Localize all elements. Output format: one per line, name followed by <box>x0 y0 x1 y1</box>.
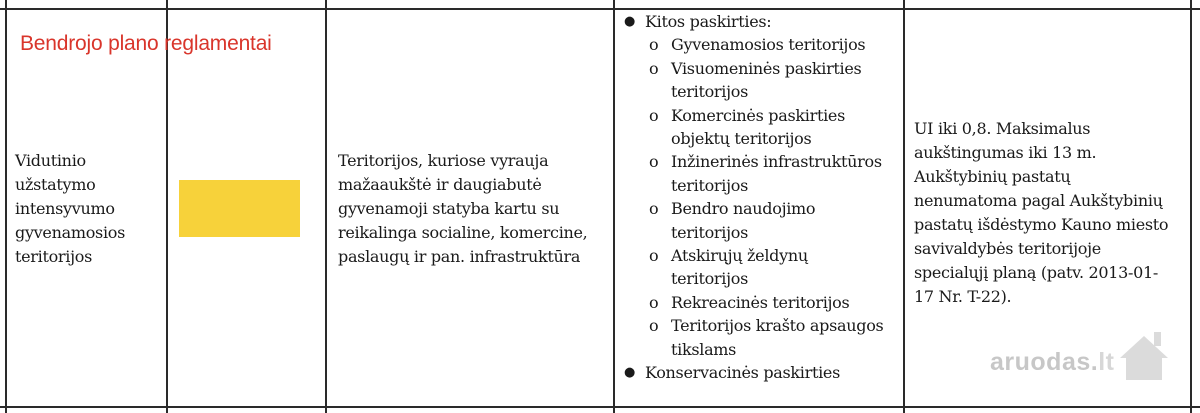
column-border <box>903 0 905 413</box>
use-item <box>623 57 883 104</box>
watermark-logo <box>990 348 1115 377</box>
sub-bullet-icon: o <box>649 199 659 219</box>
use-item <box>623 150 883 197</box>
notes-line: nenumatoma pagal Aukštybinių <box>914 191 1163 210</box>
sub-bullet-icon: o <box>649 316 659 336</box>
use-item <box>623 291 883 314</box>
use-item <box>623 244 883 291</box>
allowed-uses <box>623 10 883 385</box>
description-line: mažaaukštė ir daugiabutė <box>338 175 542 194</box>
notes-line: UI iki 0,8. Maksimalus <box>914 119 1091 138</box>
use-item-line: Bendro naudojimo <box>671 199 816 219</box>
use-item <box>623 197 883 244</box>
use-item-line: teritorijos <box>671 175 748 195</box>
use-item-line: teritorijos <box>671 269 748 289</box>
watermark-suffix: lt <box>1098 348 1115 376</box>
use-group-title: Konservacinės paskirties <box>645 363 840 383</box>
sub-bullet-icon: o <box>649 105 659 125</box>
use-item-line: Visuomeninės paskirties <box>671 58 862 78</box>
use-item-line: Rekreacinės teritorijos <box>671 292 850 312</box>
use-item-line: Atskirųjų želdynų <box>671 246 808 266</box>
description-line: Teritorijos, kuriose vyrauja <box>338 151 549 170</box>
bullet-icon: ● <box>624 14 636 29</box>
notes-line: 17 Nr. T-22). <box>914 287 1012 306</box>
zone-name-line: gyvenamosios <box>15 223 126 242</box>
column-border <box>166 0 168 413</box>
watermark-text: aruodas <box>990 348 1091 376</box>
bullet-icon: ● <box>624 365 636 381</box>
use-item <box>623 33 883 56</box>
notes-line: savivaldybės teritorijoje <box>914 239 1101 258</box>
description-line: paslaugų ir pan. infrastruktūra <box>338 247 581 266</box>
zone-color-swatch <box>179 180 300 237</box>
notes-line: specialųjį planą (patv. 2013-01- <box>914 263 1159 282</box>
use-item-line: Gyvenamosios teritorijos <box>671 35 866 55</box>
use-group-title: Kitos paskirties: <box>645 12 772 31</box>
column-border <box>1190 0 1192 413</box>
zone-name-line: teritorijos <box>15 247 92 266</box>
column-border <box>5 0 7 413</box>
watermark-dot: . <box>1090 348 1099 376</box>
use-group <box>623 361 883 384</box>
zone-name-line: Vidutinio <box>15 151 86 170</box>
zone-name <box>15 149 125 269</box>
notes-line: aukštingumas iki 13 m. <box>914 143 1097 162</box>
notes-line: pastatų išdėstymo Kauno miesto <box>914 215 1169 234</box>
zone-description <box>338 149 587 269</box>
overlay-title: Bendrojo plano reglamentai <box>20 32 272 55</box>
sub-bullet-icon: o <box>649 292 659 312</box>
zone-name-line: intensyvumo <box>15 199 115 218</box>
column-border <box>325 0 327 413</box>
notes-line: Aukštybinių pastatų <box>914 167 1071 186</box>
use-group <box>623 10 883 33</box>
table-top-border <box>0 8 1200 10</box>
use-item <box>623 104 883 151</box>
use-item-line: tikslams <box>671 339 737 359</box>
use-item-line: objektų teritorijos <box>671 129 812 149</box>
column-border <box>613 0 615 413</box>
description-line: reikalinga socialine, komercine, <box>338 223 588 242</box>
house-icon <box>1114 328 1174 384</box>
sub-bullet-icon: o <box>649 246 659 266</box>
zone-notes <box>914 117 1168 309</box>
table-bottom-border <box>0 406 1200 408</box>
sub-bullet-icon: o <box>649 152 659 172</box>
use-item-line: teritorijos <box>671 222 748 242</box>
use-subitems <box>623 33 883 361</box>
zone-name-line: užstatymo <box>15 175 96 194</box>
use-item <box>623 314 883 361</box>
use-item-line: teritorijos <box>671 82 748 102</box>
use-item-line: Komercinės paskirties <box>671 105 845 125</box>
description-line: gyvenamoji statyba kartu su <box>338 199 560 218</box>
use-item-line: Teritorijos krašto apsaugos <box>671 316 884 336</box>
sub-bullet-icon: o <box>649 35 659 55</box>
use-item-line: Inžinerinės infrastruktūros <box>671 152 882 172</box>
sub-bullet-icon: o <box>649 58 659 78</box>
